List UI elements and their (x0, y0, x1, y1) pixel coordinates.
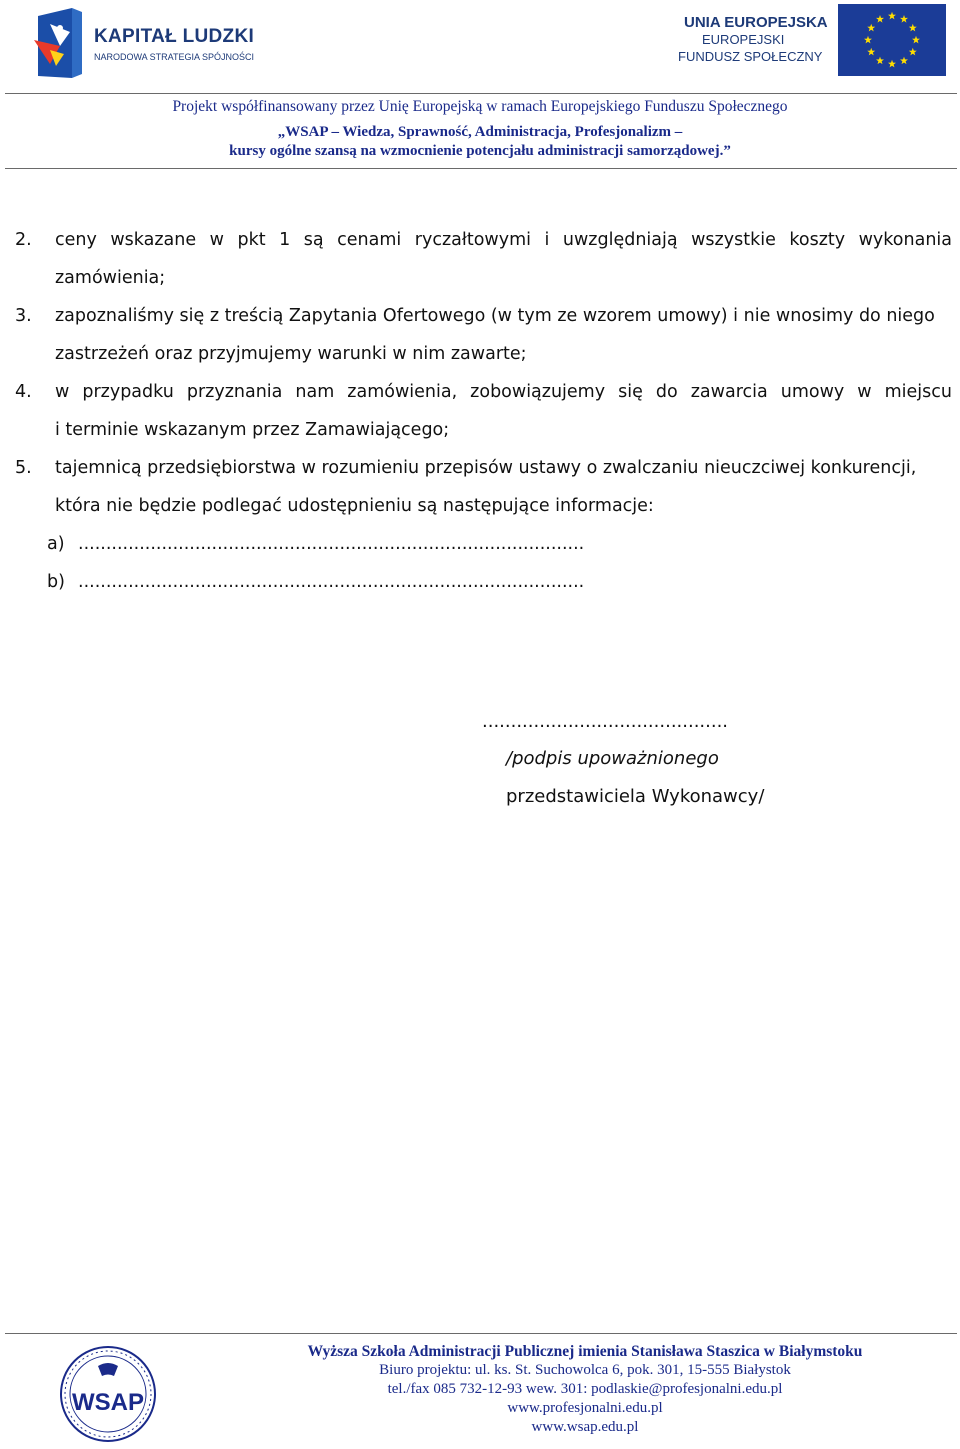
kapital-ludzki-logo (30, 6, 270, 82)
signature-line: ........................................... (482, 711, 729, 732)
sub-item-label: a) (47, 534, 65, 554)
eu-star-icon (912, 36, 920, 44)
item-text-line2: zamówienia; (55, 268, 166, 288)
item-text-line1: tajemnicą przedsiębiorstwa w rozumieniu przepisów ustawy o zwalczaniu nieuczciwej konkurencji, (55, 458, 917, 478)
item-number: 3. (15, 306, 32, 326)
footer-address: Biuro projektu: ul. ks. St. Suchowolca 6, pok. 301, 15-555 Białystok (379, 1362, 791, 1378)
eu-star-icon (909, 24, 917, 32)
eu-logo (676, 4, 946, 80)
item-text-line2: która nie będzie podlegać udostępnieniu są następujące informacje: (55, 496, 654, 516)
item-number: 4. (15, 382, 32, 402)
project-cofinancing-line: Projekt współfinansowany przez Unię Europejską w ramach Europejskiego Funduszu Społecznego (172, 98, 788, 115)
kapital-ludzki-subtitle: NARODOWA STRATEGIA SPÓJNOŚCI (94, 52, 255, 62)
footer-contact: tel./fax 085 732-12-93 wew. 301: podlaskie@profesjonalni.edu.pl (387, 1381, 783, 1397)
item-text-line2: zastrzeżeń oraz przyjmujemy warunki w nim zawarte; (55, 344, 527, 364)
project-title-line1: „WSAP – Wiedza, Sprawność, Administracja, Profesjonalizm – (277, 124, 683, 140)
eu-star-icon (876, 15, 884, 23)
kapital-ludzki-emblem-icon (30, 6, 90, 82)
project-title-line2: kursy ogólne szansą na wzmocnienie potencjału administracji samorządowej.” (229, 143, 731, 159)
footer-website-link[interactable]: www.profesjonalni.edu.pl (507, 1400, 663, 1416)
item-text-line1: w przypadku przyznania nam zamówienia, zobowiązujemy się do zawarcia umowy w miejscu (55, 382, 952, 402)
eu-logo-line3: FUNDUSZ SPOŁECZNY (678, 49, 823, 64)
item-text-line1: zapoznaliśmy się z treścią Zapytania Ofertowego (w tym ze wzorem umowy) i nie wnosimy do niego (55, 306, 935, 326)
wsap-seal-icon (58, 1344, 158, 1444)
eu-logo-line1: UNIA EUROPEJSKA (684, 14, 828, 31)
item-number: 2. (15, 230, 32, 250)
header-bottom-divider (5, 168, 957, 169)
header-divider (5, 93, 957, 94)
item-text-line2: i terminie wskazanym przez Zamawiającego; (55, 420, 450, 440)
item-number: 5. (15, 458, 32, 478)
eu-logo-line2: EUROPEJSKI (702, 32, 785, 47)
eu-star-icon (888, 12, 896, 20)
footer-school-name: Wyższa Szkoła Administracji Publicznej imienia Stanisława Staszica w Białymstoku (307, 1343, 863, 1360)
eu-star-icon (867, 48, 875, 56)
kapital-ludzki-name: KAPITAŁ LUDZKI (94, 26, 255, 47)
eu-star-icon (888, 60, 896, 68)
eu-star-icon (864, 36, 872, 44)
sub-item-blank: ........................................................................................... (78, 534, 585, 554)
eu-star-icon (867, 24, 875, 32)
sub-item-label: b) (47, 572, 65, 592)
signature-caption-line1: /podpis upoważnionego (506, 748, 719, 769)
sub-item-blank: ........................................................................................... (78, 572, 585, 592)
footer-divider (5, 1333, 957, 1334)
signature-caption-line2: przedstawiciela Wykonawcy/ (506, 786, 765, 807)
footer-wsap-link[interactable]: www.wsap.edu.pl (531, 1419, 639, 1435)
eu-star-icon (909, 48, 917, 56)
wsap-seal-logo (58, 1344, 158, 1444)
eu-star-icon (900, 15, 908, 23)
eu-flag-icon (838, 4, 946, 76)
eu-star-icon (900, 57, 908, 65)
eu-star-icon (876, 57, 884, 65)
svg-text:WSAP: WSAP (72, 1389, 144, 1416)
item-text-line1: ceny wskazane w pkt 1 są cenami ryczałtowymi i uwzględniają wszystkie koszty wykonania (55, 230, 952, 250)
